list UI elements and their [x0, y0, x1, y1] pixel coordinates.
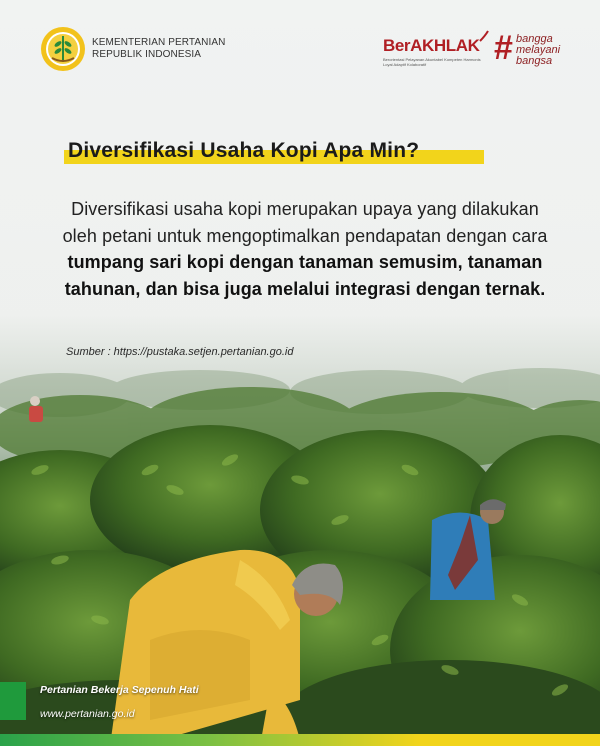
- bangga-melayani-bangsa-logo: [494, 28, 574, 74]
- hashtag-icon: #: [494, 29, 513, 67]
- berakhlak-swoosh-icon: [479, 30, 489, 42]
- footer-motto: Pertanian Bekerja Sepenuh Hati: [40, 684, 199, 696]
- page-title: Diversifikasi Usaha Kopi Apa Min?: [68, 139, 420, 162]
- campaign-line2: melayani: [516, 44, 561, 56]
- campaign-text: [516, 34, 560, 67]
- campaign-line3: bangsa: [516, 55, 553, 67]
- footer-accent-bar: [0, 682, 26, 720]
- header: [0, 0, 600, 100]
- berakhlak-tagline: Berorientasi Pelayanan Akuntabel Kompeten Harmonis Loyal Adaptif Kolaboratif: [383, 57, 481, 67]
- campaign-line1: bangga: [516, 33, 553, 45]
- body-paragraph: [60, 196, 550, 302]
- ministry-name-line2: REPUBLIK INDONESIA: [92, 49, 202, 60]
- bottom-color-stripe: [0, 734, 600, 746]
- berakhlak-logo: [383, 30, 489, 70]
- ministry-name-line1: KEMENTERIAN PERTANIAN: [92, 37, 226, 48]
- body-text-regular: Diversifikasi usaha kopi merupakan upaya yang dilakukan oleh petani untuk mengoptimalkan pendapatan dengan cara: [62, 199, 548, 246]
- berakhlak-wordmark: BerAKHLAK: [383, 36, 480, 55]
- source-citation: Sumber : https://pustaka.setjen.pertanian.go.id: [66, 346, 294, 358]
- footer-website-link[interactable]: www.pertanian.go.id: [40, 708, 135, 720]
- body-text-bold: tumpang sari kopi dengan tanaman semusim, tanaman tahunan, dan bisa juga melalui integrasi dengan ternak.: [64, 252, 546, 299]
- ministry-logo-icon: [40, 26, 86, 72]
- ministry-name: [92, 37, 225, 61]
